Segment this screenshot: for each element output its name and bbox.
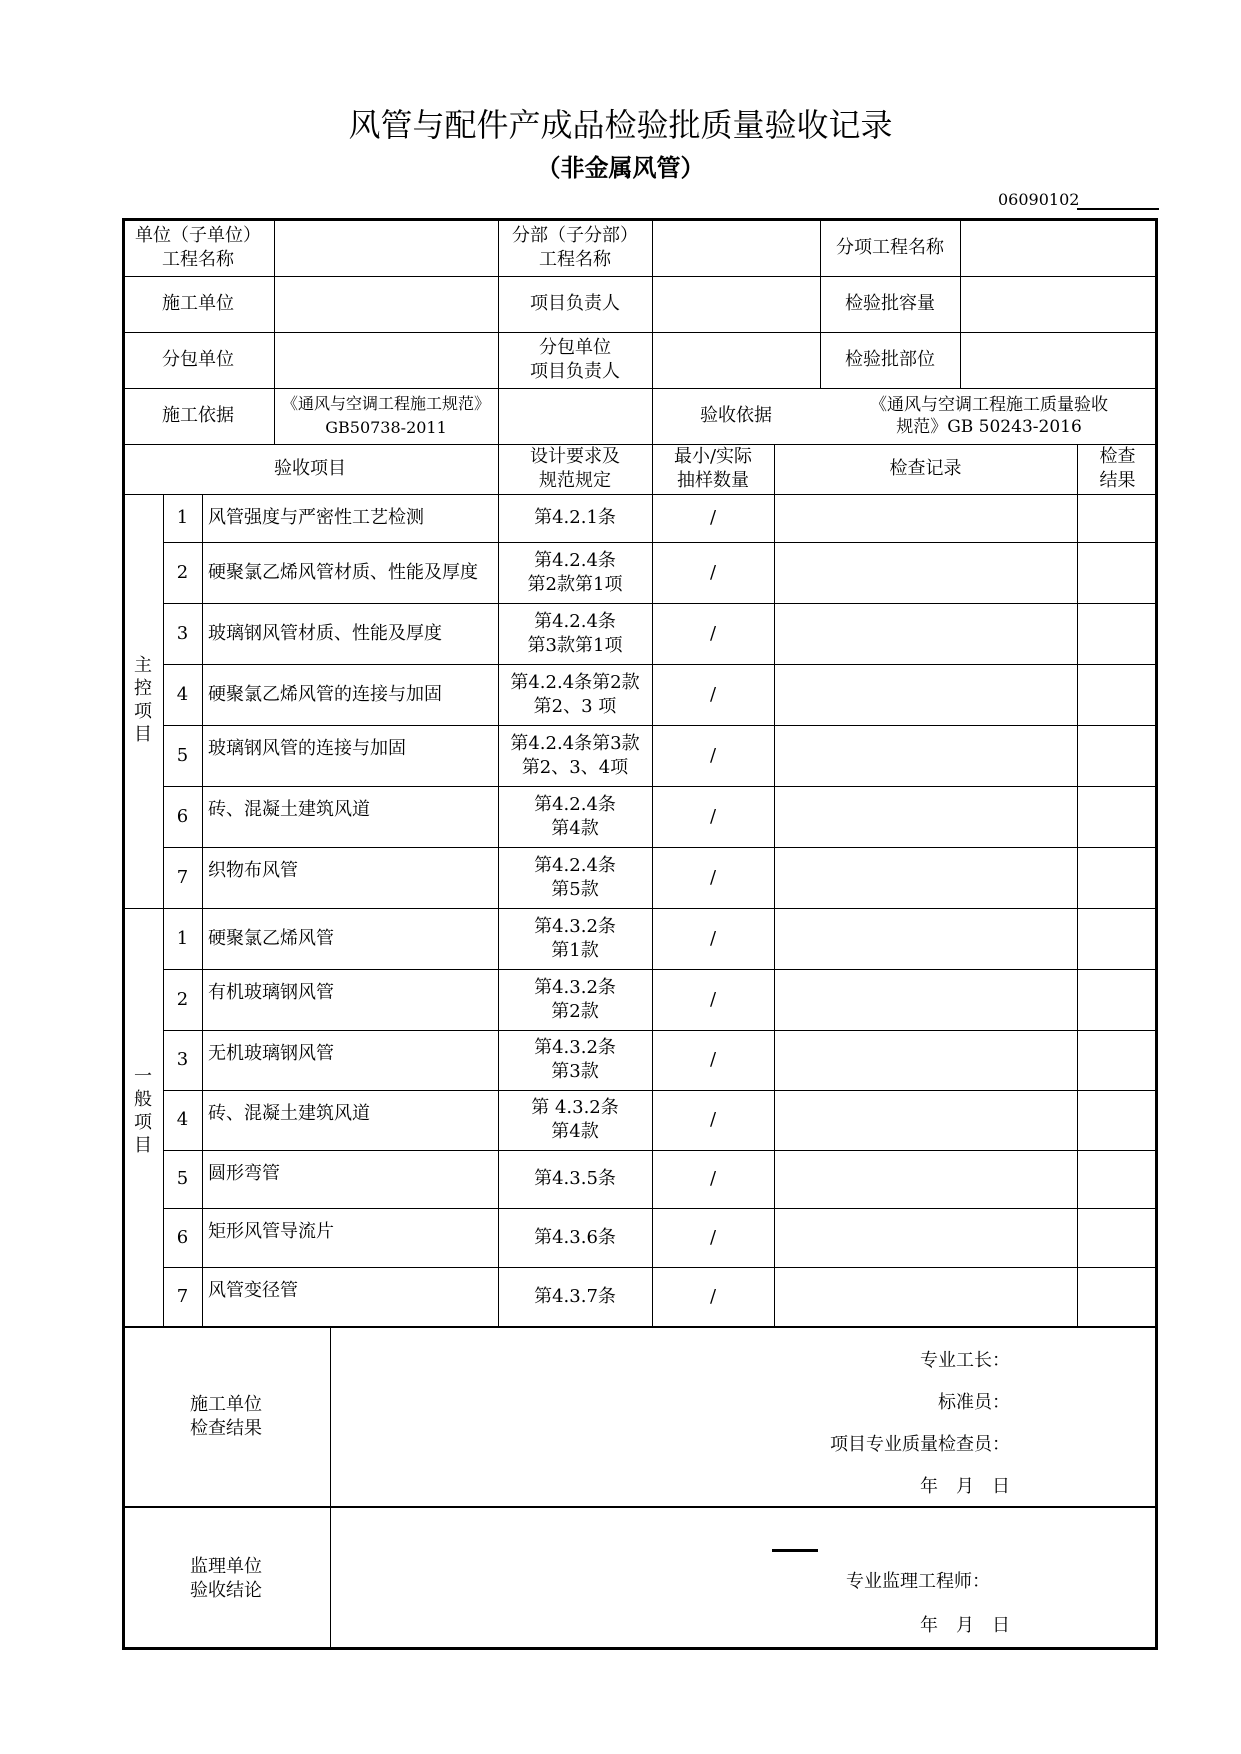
general-group-label: 一 般 项 目 — [134, 1066, 152, 1156]
item-sample: / — [709, 507, 717, 528]
foreman-signature-label: 专业工长： — [920, 1350, 1010, 1371]
rule — [960, 218, 961, 388]
item-sample: / — [709, 866, 717, 888]
item-sample: / — [709, 622, 717, 644]
item-spec: 第4.2.4条 第3款第1项 — [527, 610, 623, 656]
item-number: 2 — [176, 988, 189, 1010]
page-title: 风管与配件产成品检验批质量验收记录 — [348, 106, 893, 144]
item-number: 7 — [176, 866, 189, 888]
item-result-cell[interactable] — [1078, 1151, 1156, 1208]
item-name: 织物布风管 — [208, 860, 298, 881]
item-spec: 第4.2.1条 — [534, 507, 616, 528]
sub-lead-label: 分包单位 项目负责人 — [530, 337, 620, 382]
item-spec: 第4.3.2条 第3款 — [534, 1037, 616, 1082]
quality-inspector-label: 项目专业质量检查员： — [830, 1434, 1010, 1455]
item-spec: 第 4.3.2条 第4款 — [531, 1097, 619, 1142]
item-name: 风管变径管 — [208, 1280, 298, 1301]
item-sample: / — [709, 1226, 717, 1248]
item-record-cell[interactable] — [775, 1031, 1076, 1090]
item-number: 4 — [176, 1109, 189, 1130]
item-result-cell[interactable] — [1078, 726, 1156, 786]
col-sample-header: 最小/实际 抽样数量 — [673, 446, 753, 491]
col-result-header: 检查 结果 — [1099, 446, 1136, 491]
acceptance-basis-label: 验收依据 — [700, 405, 772, 426]
item-spec: 第4.2.4条 第5款 — [534, 854, 616, 900]
item-name: 硬聚氯乙烯风管 — [208, 927, 334, 949]
unit-project-label: 单位（子单位） 工程名称 — [135, 225, 261, 270]
contractor-date: 年 月 日 — [920, 1476, 1010, 1497]
item-name: 砖、混凝土建筑风道 — [208, 1103, 370, 1124]
item-record-cell[interactable] — [775, 604, 1076, 664]
item-result-cell[interactable] — [1078, 1209, 1156, 1267]
item-sample: / — [709, 683, 717, 705]
item-name: 玻璃钢风管材质、性能及厚度 — [208, 622, 442, 644]
supervisor-engineer-label: 专业监理工程师： — [846, 1571, 990, 1592]
item-record-cell[interactable] — [775, 970, 1076, 1030]
item-sample: / — [709, 1285, 717, 1307]
item-record-cell[interactable] — [775, 909, 1076, 969]
item-sample: / — [709, 561, 717, 583]
item-name: 有机玻璃钢风管 — [208, 982, 334, 1003]
item-result-cell[interactable] — [1078, 970, 1156, 1030]
item-number: 7 — [176, 1285, 189, 1307]
item-result-cell[interactable] — [1078, 665, 1156, 725]
item-spec: 第4.3.6条 — [534, 1226, 616, 1248]
form-code-underline — [1077, 208, 1159, 210]
item-name: 硬聚氯乙烯风管材质、性能及厚度 — [208, 561, 478, 583]
item-number: 5 — [176, 1168, 189, 1189]
item-sample: / — [709, 1109, 717, 1130]
item-number: 5 — [176, 744, 189, 766]
acceptance-basis-value: 《通风与空调工程施工质量验收 规范》GB 50243-2016 — [870, 395, 1108, 437]
item-result-cell[interactable] — [1078, 1268, 1156, 1326]
item-number: 3 — [176, 1049, 189, 1070]
col-record-header: 检查记录 — [889, 458, 962, 479]
form-code: 06090102 — [998, 190, 1080, 209]
supervisor-check-label: 监理单位 验收结论 — [190, 1556, 262, 1601]
supervisor-date: 年 月 日 — [920, 1615, 1010, 1636]
dash-mark — [772, 1549, 818, 1552]
item-name: 圆形弯管 — [208, 1163, 280, 1184]
item-record-cell[interactable] — [775, 1209, 1076, 1267]
item-sample: / — [709, 988, 717, 1010]
item-record-cell[interactable] — [775, 787, 1076, 847]
division-label: 分部（子分部） 工程名称 — [512, 225, 638, 270]
subcontractor-label: 分包单位 — [162, 349, 234, 370]
main-control-group-label: 主 控 项 目 — [134, 655, 152, 745]
project-lead-label: 项目负责人 — [530, 293, 620, 314]
contractor-label: 施工单位 — [162, 293, 234, 314]
item-result-cell[interactable] — [1078, 1031, 1156, 1090]
item-record-cell[interactable] — [775, 665, 1076, 725]
item-spec: 第4.2.4条第3款 第2、3、4项 — [510, 732, 640, 778]
item-record-cell[interactable] — [775, 1091, 1076, 1150]
item-number: 6 — [176, 805, 189, 827]
item-record-cell[interactable] — [775, 1151, 1076, 1208]
item-result-cell[interactable] — [1078, 909, 1156, 969]
construction-basis-value: 《通风与空调工程施工规范》GB50738-2011 — [281, 394, 490, 437]
subitem-label: 分项工程名称 — [836, 237, 944, 258]
batch-capacity-label: 检验批容量 — [845, 293, 935, 314]
contractor-check-label: 施工单位 检查结果 — [190, 1394, 262, 1439]
item-spec: 第4.3.7条 — [534, 1285, 616, 1307]
item-spec: 第4.3.5条 — [534, 1168, 616, 1189]
rule — [330, 1326, 331, 1650]
item-result-cell[interactable] — [1078, 787, 1156, 847]
item-sample: / — [709, 744, 717, 766]
item-number: 1 — [176, 507, 189, 528]
item-sample: / — [709, 805, 717, 827]
construction-basis-label: 施工依据 — [162, 405, 234, 426]
item-number: 4 — [176, 683, 189, 705]
item-record-cell[interactable] — [775, 1268, 1076, 1326]
item-record-cell[interactable] — [775, 726, 1076, 786]
item-record-cell[interactable] — [775, 543, 1076, 603]
item-number: 6 — [176, 1226, 189, 1248]
item-result-cell[interactable] — [1078, 604, 1156, 664]
item-sample: / — [709, 1168, 717, 1189]
item-result-cell[interactable] — [1078, 1091, 1156, 1150]
item-number: 3 — [176, 622, 189, 644]
item-name: 硬聚氯乙烯风管的连接与加固 — [208, 683, 442, 705]
standards-officer-label: 标准员： — [938, 1392, 1010, 1413]
item-spec: 第4.2.4条 第2款第1项 — [527, 549, 623, 595]
item-spec: 第4.2.4条 第4款 — [534, 793, 616, 839]
col-item-header: 验收项目 — [274, 458, 346, 479]
item-result-cell[interactable] — [1078, 543, 1156, 603]
item-name: 风管强度与严密性工艺检测 — [208, 507, 424, 528]
item-spec: 第4.3.2条 第1款 — [534, 915, 616, 961]
item-result-cell[interactable] — [1078, 495, 1156, 542]
item-name: 玻璃钢风管的连接与加固 — [208, 738, 406, 759]
item-number: 2 — [176, 561, 189, 583]
item-spec: 第4.2.4条第2款 第2、3 项 — [510, 671, 640, 717]
batch-location-label: 检验批部位 — [845, 349, 935, 370]
item-sample: / — [709, 1049, 717, 1070]
page-subtitle: （非金属风管） — [536, 154, 705, 182]
item-number: 1 — [176, 927, 189, 949]
item-name: 无机玻璃钢风管 — [208, 1043, 334, 1064]
item-record-cell[interactable] — [775, 495, 1076, 542]
item-spec: 第4.3.2条 第2款 — [534, 976, 616, 1022]
item-sample: / — [709, 927, 717, 949]
item-record-cell[interactable] — [775, 848, 1076, 908]
item-name: 矩形风管导流片 — [208, 1221, 334, 1242]
item-name: 砖、混凝土建筑风道 — [208, 799, 370, 820]
item-result-cell[interactable] — [1078, 848, 1156, 908]
col-spec-header: 设计要求及 规范规定 — [530, 446, 620, 491]
